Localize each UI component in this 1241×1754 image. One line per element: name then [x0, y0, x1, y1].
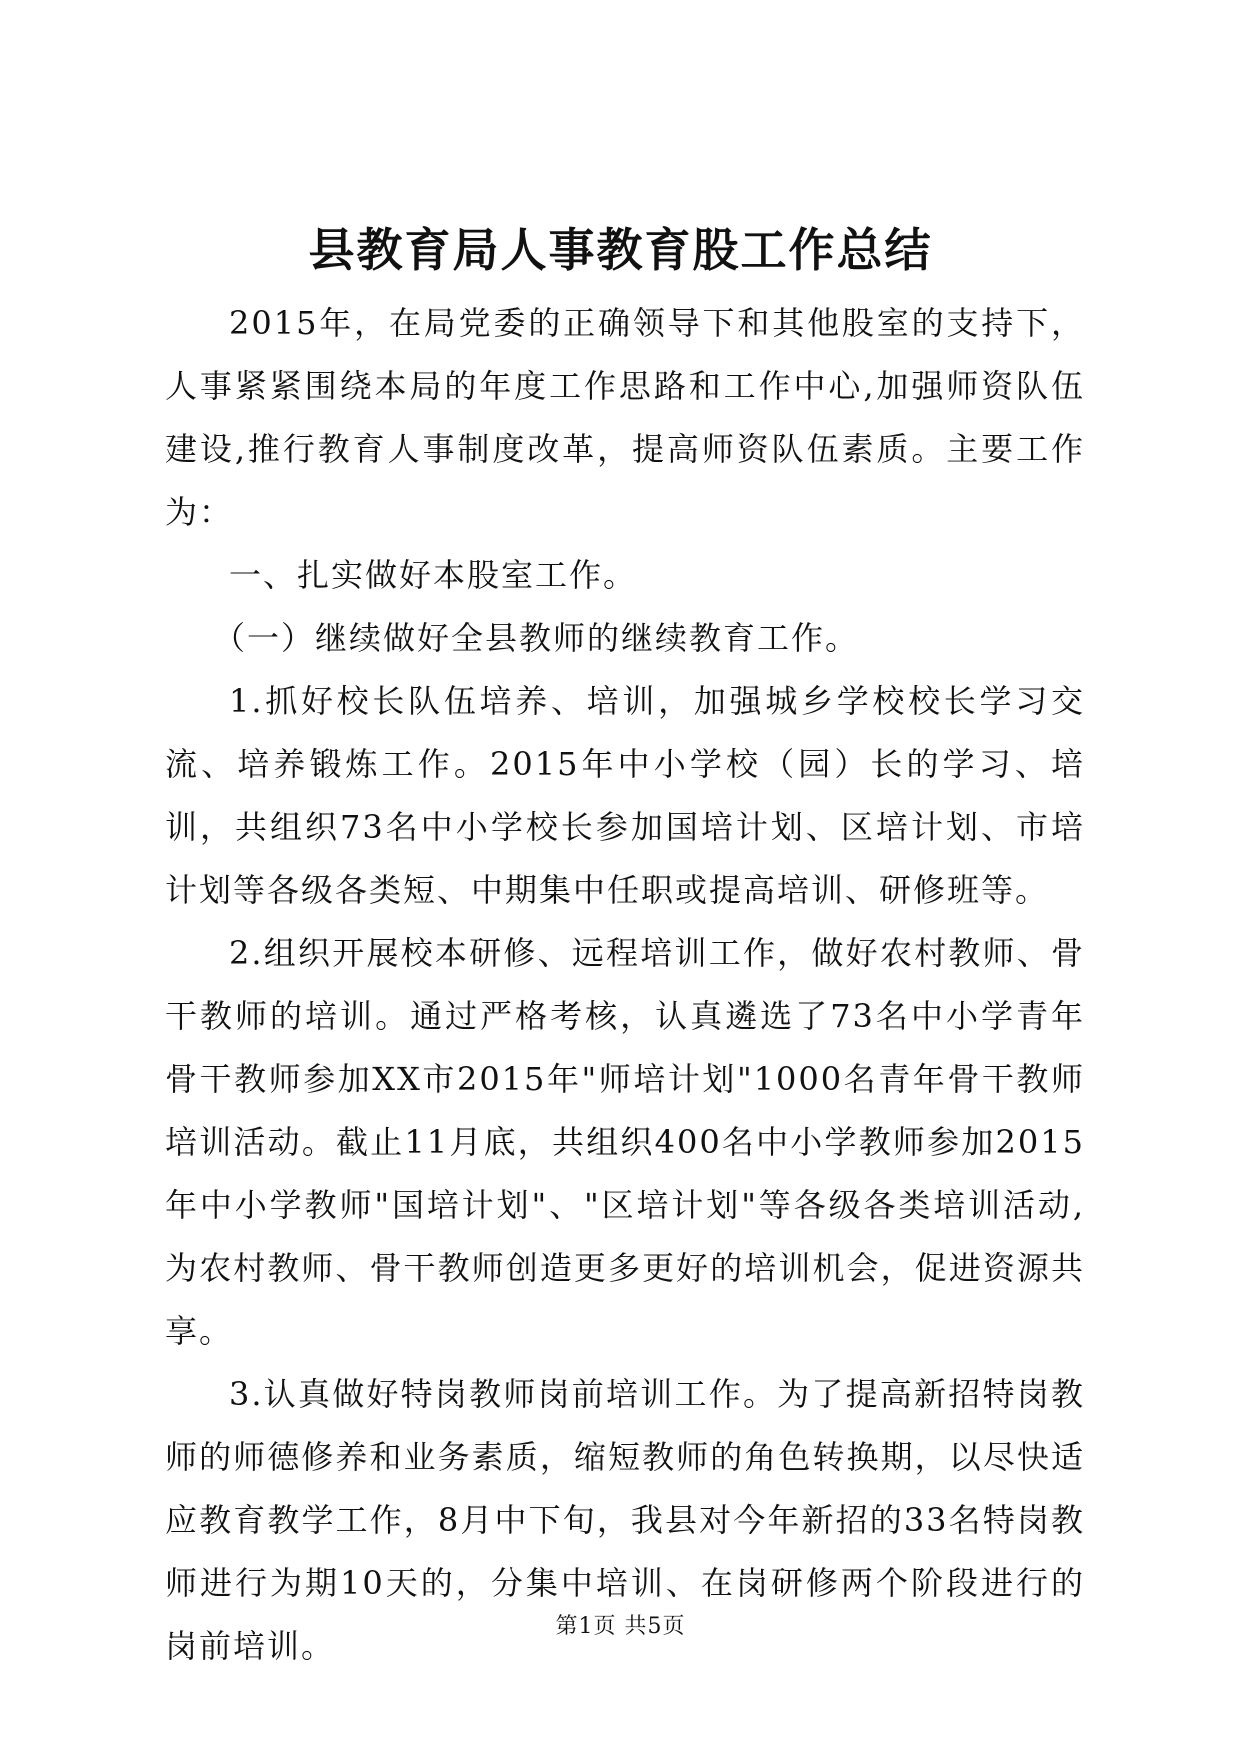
paragraph-item-2: 2.组织开展校本研修、远程培训工作，做好农村教师、骨干教师的培训。通过严格考核，认真遴选了73名中小学青年骨干教师参加XX市2015年"师培计划"1000名青年骨干教师培训活动。截止11月底，共组织400名中小学教师参加2015年中小学教师"国培计划"、"区培计划"等各级各类培训活动,为农村教师、骨干教师创造更多更好的培训机会，促进资源共享。 — [165, 934, 1085, 1350]
subsection-heading-1: （一）继续做好全县教师的继续教育工作。 — [213, 619, 860, 657]
paragraph-item-3: 3.认真做好特岗教师岗前培训工作。为了提高新招特岗教师的师德修养和业务素质，缩短教师的角色转换期，以尽快适应教育教学工作，8月中下旬，我县对今年新招的33名特岗教师进行为期10天的，分集中培训、在岗研修两个阶段进行的岗前培训。 — [165, 1375, 1085, 1665]
section-heading-1: 一、扎实做好本股室工作。 — [229, 556, 638, 594]
page-number-footer: 第1页 共5页 — [555, 1614, 686, 1639]
paragraph-intro: 2015年，在局党委的正确领导下和其他股室的支持下，人事紧紧围绕本局的年度工作思路和工作中心,加强师资队伍建设,推行教育人事制度改革，提高师资队伍素质。主要工作为： — [165, 304, 1085, 531]
document-body — [165, 292, 1085, 1678]
document-title: 县教育局人事教育股工作总结 — [308, 223, 933, 277]
paragraph-item-1: 1.抓好校长队伍培养、培训，加强城乡学校校长学习交流、培养锻炼工作。2015年中小学校（园）长的学习、培训，共组织73名中小学校长参加国培计划、区培计划、市培计划等各级各类短、中期集中任职或提高培训、研修班等。 — [165, 682, 1085, 909]
